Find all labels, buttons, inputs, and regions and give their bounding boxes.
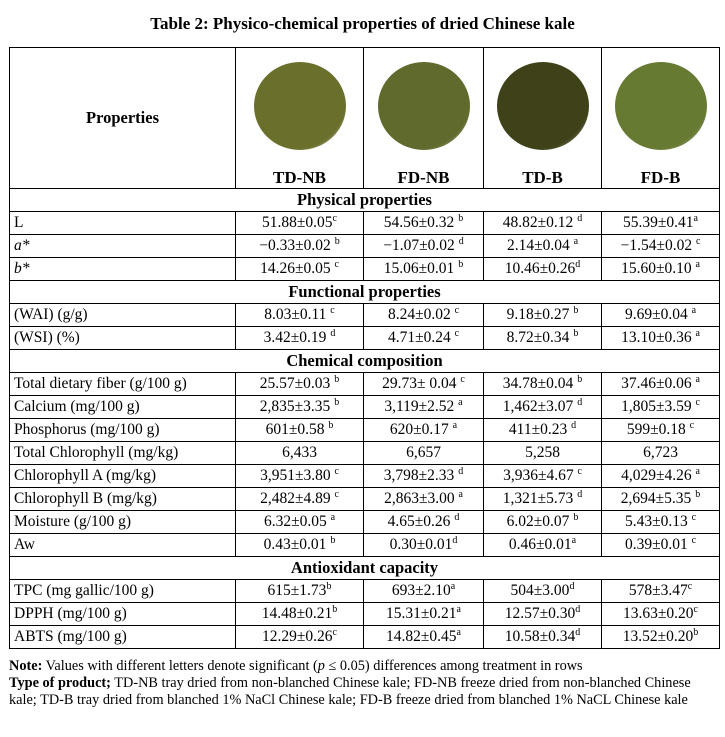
section-heading: Functional properties bbox=[10, 281, 720, 304]
sample-code: TD-NB bbox=[273, 168, 326, 187]
value-cell bbox=[484, 419, 602, 442]
cell-value: 48.82±0.12 bbox=[502, 214, 578, 231]
significance-letter: b bbox=[334, 396, 340, 408]
row-label-text: Moisture (g/100 g) bbox=[14, 513, 132, 530]
table-notes bbox=[9, 658, 719, 709]
row-label-text: (WAI) (g/g) bbox=[14, 306, 88, 323]
type-text: TD-NB tray dried from non-blanched Chinese kale; FD-NB freeze dried from non-blanched Chinese kale; TD-B tray dried from blanched 1% NaCl Chinese kale; FD-B freeze dried from blanched 1% NaCL Chinese kale bbox=[9, 675, 691, 708]
table-row bbox=[10, 258, 720, 281]
value-cell bbox=[236, 327, 364, 350]
table-row bbox=[10, 534, 720, 557]
cell-value: 4,029±4.26 bbox=[621, 467, 696, 484]
significance-letter: a bbox=[458, 488, 463, 500]
table-row bbox=[10, 488, 720, 511]
header-row bbox=[10, 48, 720, 189]
row-label-text: ABTS (mg/100 g) bbox=[14, 628, 127, 645]
cell-value: 8.03±0.11 bbox=[264, 306, 331, 323]
significance-letter: b bbox=[330, 534, 336, 546]
value-cell bbox=[602, 304, 720, 327]
value-cell bbox=[236, 603, 364, 626]
cell-value: 411±0.23 bbox=[508, 421, 572, 438]
cell-value: 14.26±0.05 bbox=[260, 260, 335, 277]
significance-letter: b bbox=[573, 327, 579, 339]
table-row bbox=[10, 511, 720, 534]
significance-letter: c bbox=[695, 396, 700, 408]
cell-value: 34.78±0.04 bbox=[502, 375, 578, 392]
table-row bbox=[10, 419, 720, 442]
significance-letter: a bbox=[456, 626, 461, 638]
cell-value: 6.02±0.07 bbox=[506, 513, 574, 530]
cell-value: 3,951±3.80 bbox=[260, 467, 335, 484]
section-row bbox=[10, 350, 720, 373]
cell-value: 15.31±0.21 bbox=[386, 605, 457, 622]
significance-letter: b bbox=[695, 488, 701, 500]
row-label bbox=[10, 327, 236, 350]
cell-value: 601±0.58 bbox=[265, 421, 329, 438]
value-cell bbox=[602, 626, 720, 649]
significance-letter: a bbox=[695, 373, 700, 385]
row-label-text: (WSI) (%) bbox=[14, 329, 80, 346]
cell-value: 693±2.10 bbox=[391, 582, 451, 599]
table-row bbox=[10, 442, 720, 465]
table-row bbox=[10, 396, 720, 419]
table-row bbox=[10, 580, 720, 603]
value-cell bbox=[484, 442, 602, 465]
cell-value: 3.42±0.19 bbox=[263, 329, 331, 346]
significance-letter: d bbox=[330, 327, 336, 339]
value-cell bbox=[484, 327, 602, 350]
cell-value: −1.54±0.02 bbox=[620, 237, 696, 254]
row-label-text: DPPH (mg/100 g) bbox=[14, 605, 127, 622]
sample-header-td-b bbox=[484, 48, 602, 189]
cell-value: 4.71±0.24 bbox=[387, 329, 455, 346]
value-cell bbox=[602, 327, 720, 350]
value-cell bbox=[236, 304, 364, 327]
significance-letter: d bbox=[458, 465, 464, 477]
product-type-note bbox=[9, 675, 719, 709]
significance-letter: c bbox=[334, 488, 339, 500]
row-label-text: Calcium (mg/100 g) bbox=[14, 398, 140, 415]
cell-value: 51.88±0.05 bbox=[262, 214, 333, 231]
significance-letter: b bbox=[693, 626, 699, 638]
row-label bbox=[10, 235, 236, 258]
value-cell bbox=[236, 511, 364, 534]
row-label-text: b* bbox=[14, 260, 30, 277]
cell-value: 1,321±5.73 bbox=[502, 490, 578, 507]
row-label bbox=[10, 603, 236, 626]
significance-letter: c bbox=[454, 304, 460, 316]
sample-header-fd-nb bbox=[364, 48, 484, 189]
value-cell bbox=[484, 511, 602, 534]
value-cell bbox=[364, 534, 484, 557]
significance-letter: d bbox=[575, 626, 581, 638]
row-label bbox=[10, 258, 236, 281]
significance-letter: a bbox=[330, 511, 336, 523]
significance-letter: c bbox=[330, 304, 335, 316]
cell-value: 599±0.18 bbox=[626, 421, 690, 438]
significance-letter: a bbox=[456, 603, 461, 615]
section-row bbox=[10, 557, 720, 580]
value-cell bbox=[364, 580, 484, 603]
value-cell bbox=[364, 419, 484, 442]
cell-value: 37.46±0.06 bbox=[621, 375, 696, 392]
value-cell bbox=[602, 534, 720, 557]
significance-letter: c bbox=[460, 373, 465, 385]
note-text-post: ≤ 0.05) differences among treatment in rows bbox=[324, 658, 583, 674]
significance-letter: b bbox=[573, 511, 579, 523]
significance-letter: d bbox=[577, 488, 583, 500]
type-label: Type of product; bbox=[9, 675, 111, 691]
significance-letter: c bbox=[689, 419, 695, 431]
sample-swatch-wrap bbox=[364, 48, 483, 188]
cell-value: 5,258 bbox=[525, 444, 560, 461]
row-label bbox=[10, 626, 236, 649]
section-row bbox=[10, 189, 720, 212]
value-cell bbox=[364, 258, 484, 281]
value-cell bbox=[364, 488, 484, 511]
cell-value: 6,723 bbox=[643, 444, 678, 461]
cell-value: 0.43±0.01 bbox=[263, 536, 331, 553]
cell-value: 9.69±0.04 bbox=[624, 306, 692, 323]
significance-letter: a bbox=[452, 419, 458, 431]
significance-letter: a bbox=[450, 580, 456, 592]
cell-value: 13.10±0.36 bbox=[621, 329, 696, 346]
significance-note bbox=[9, 658, 719, 675]
table-row bbox=[10, 465, 720, 488]
cell-value: 2,863±3.00 bbox=[384, 490, 459, 507]
value-cell bbox=[484, 258, 602, 281]
value-cell bbox=[602, 488, 720, 511]
significance-letter: b bbox=[326, 580, 332, 592]
cell-value: 5.43±0.13 bbox=[624, 513, 692, 530]
significance-letter: c bbox=[695, 235, 701, 247]
significance-letter: b bbox=[458, 212, 464, 224]
row-label bbox=[10, 419, 236, 442]
value-cell bbox=[602, 212, 720, 235]
value-cell bbox=[364, 235, 484, 258]
cell-value: 10.58±0.34 bbox=[504, 628, 576, 645]
row-label-text: Chlorophyll A (mg/kg) bbox=[14, 467, 157, 484]
cell-value: 504±3.00 bbox=[510, 582, 570, 599]
value-cell bbox=[602, 465, 720, 488]
value-cell bbox=[236, 442, 364, 465]
value-cell bbox=[364, 304, 484, 327]
significance-letter: c bbox=[577, 465, 582, 477]
value-cell bbox=[236, 373, 364, 396]
value-cell bbox=[236, 534, 364, 557]
cell-value: 13.63±0.20 bbox=[623, 605, 694, 622]
note-label: Note: bbox=[9, 658, 43, 674]
cell-value: 615±1.73 bbox=[267, 582, 327, 599]
row-label bbox=[10, 580, 236, 603]
sample-header-fd-b bbox=[602, 48, 720, 189]
value-cell bbox=[236, 465, 364, 488]
cell-value: 12.57±0.30 bbox=[504, 605, 576, 622]
cell-value: 13.52±0.20 bbox=[622, 628, 694, 645]
significance-letter: b bbox=[573, 304, 579, 316]
value-cell bbox=[602, 603, 720, 626]
properties-table bbox=[9, 47, 720, 649]
cell-value: 54.56±0.32 bbox=[383, 214, 459, 231]
value-cell bbox=[236, 626, 364, 649]
value-cell bbox=[484, 603, 602, 626]
value-cell bbox=[364, 442, 484, 465]
significance-letter: d bbox=[569, 580, 575, 592]
significance-letter: a bbox=[571, 534, 577, 546]
value-cell bbox=[484, 212, 602, 235]
value-cell bbox=[236, 235, 364, 258]
value-cell bbox=[364, 626, 484, 649]
table-row bbox=[10, 373, 720, 396]
row-label bbox=[10, 212, 236, 235]
value-cell bbox=[484, 534, 602, 557]
value-cell bbox=[602, 442, 720, 465]
value-cell bbox=[236, 419, 364, 442]
cell-value: 2,835±3.35 bbox=[259, 398, 335, 415]
row-label-text: Aw bbox=[14, 536, 35, 553]
sample-image bbox=[378, 62, 470, 150]
table-row bbox=[10, 327, 720, 350]
row-label bbox=[10, 396, 236, 419]
cell-value: 15.06±0.01 bbox=[383, 260, 459, 277]
significance-letter: a bbox=[695, 258, 700, 270]
cell-value: 29.73± 0.04 bbox=[382, 375, 461, 392]
significance-letter: d bbox=[577, 212, 583, 224]
value-cell bbox=[364, 603, 484, 626]
significance-letter: b bbox=[334, 373, 340, 385]
section-row bbox=[10, 281, 720, 304]
value-cell bbox=[602, 396, 720, 419]
cell-value: 1,805±3.59 bbox=[621, 398, 696, 415]
row-label-text: L bbox=[14, 214, 24, 231]
significance-letter: d bbox=[575, 603, 581, 615]
significance-letter: b bbox=[334, 235, 340, 247]
significance-letter: c bbox=[332, 626, 337, 638]
value-cell bbox=[484, 304, 602, 327]
significance-letter: c bbox=[454, 327, 460, 339]
value-cell bbox=[236, 488, 364, 511]
sample-image bbox=[254, 62, 346, 150]
significance-letter: c bbox=[334, 258, 339, 270]
cell-value: 620±0.17 bbox=[389, 421, 453, 438]
cell-value: 25.57±0.03 bbox=[259, 375, 335, 392]
value-cell bbox=[484, 580, 602, 603]
value-cell bbox=[236, 212, 364, 235]
cell-value: 1,462±3.07 bbox=[502, 398, 578, 415]
row-label-text: Total dietary fiber (g/100 g) bbox=[14, 375, 187, 392]
value-cell bbox=[602, 373, 720, 396]
cell-value: 14.48±0.21 bbox=[261, 605, 333, 622]
row-label bbox=[10, 511, 236, 534]
row-label bbox=[10, 465, 236, 488]
cell-value: 0.46±0.01 bbox=[508, 536, 572, 553]
sample-code: FD-B bbox=[640, 168, 681, 187]
row-label bbox=[10, 442, 236, 465]
value-cell bbox=[484, 373, 602, 396]
value-cell bbox=[602, 419, 720, 442]
value-cell bbox=[364, 212, 484, 235]
value-cell bbox=[602, 580, 720, 603]
table-row bbox=[10, 304, 720, 327]
significance-letter: b bbox=[458, 258, 464, 270]
cell-value: −1.07±0.02 bbox=[383, 237, 459, 254]
value-cell bbox=[484, 235, 602, 258]
section-heading: Physical properties bbox=[10, 189, 720, 212]
significance-letter: d bbox=[458, 235, 464, 247]
sample-swatch-wrap bbox=[602, 48, 719, 188]
row-label bbox=[10, 373, 236, 396]
value-cell bbox=[236, 396, 364, 419]
value-cell bbox=[236, 580, 364, 603]
significance-letter: c bbox=[334, 465, 339, 477]
significance-letter: a bbox=[691, 304, 697, 316]
cell-value: 8.72±0.34 bbox=[506, 329, 574, 346]
value-cell bbox=[484, 396, 602, 419]
significance-letter: b bbox=[332, 603, 338, 615]
value-cell bbox=[484, 488, 602, 511]
value-cell bbox=[484, 465, 602, 488]
cell-value: 15.60±0.10 bbox=[621, 260, 696, 277]
cell-value: 2.14±0.04 bbox=[506, 237, 574, 254]
value-cell bbox=[484, 626, 602, 649]
sample-code: TD-B bbox=[522, 168, 563, 187]
significance-letter: c bbox=[693, 603, 698, 615]
row-label-text: a* bbox=[14, 237, 30, 254]
section-heading: Chemical composition bbox=[10, 350, 720, 373]
cell-value: 4.65±0.26 bbox=[387, 513, 455, 530]
row-label-text: TPC (mg gallic/100 g) bbox=[14, 582, 154, 599]
row-label bbox=[10, 488, 236, 511]
cell-value: 6.32±0.05 bbox=[263, 513, 331, 530]
cell-value: 0.39±0.01 bbox=[624, 536, 692, 553]
cell-value: 2,694±5.35 bbox=[620, 490, 696, 507]
value-cell bbox=[364, 396, 484, 419]
row-label-text: Total Chlorophyll (mg/kg) bbox=[14, 444, 179, 461]
cell-value: 0.30±0.01 bbox=[389, 536, 453, 553]
significance-letter: c bbox=[687, 580, 693, 592]
value-cell bbox=[364, 327, 484, 350]
table-row bbox=[10, 235, 720, 258]
significance-letter: d bbox=[571, 419, 577, 431]
significance-letter: b bbox=[328, 419, 334, 431]
significance-letter: d bbox=[577, 396, 583, 408]
significance-letter: d bbox=[454, 511, 460, 523]
cell-value: 3,798±2.33 bbox=[383, 467, 459, 484]
significance-letter: a bbox=[458, 396, 463, 408]
significance-letter: a bbox=[695, 465, 700, 477]
table-row bbox=[10, 212, 720, 235]
section-heading: Antioxidant capacity bbox=[10, 557, 720, 580]
sample-swatch-wrap bbox=[484, 48, 601, 188]
significance-letter: a bbox=[695, 327, 700, 339]
table-row bbox=[10, 603, 720, 626]
cell-value: 55.39±0.41 bbox=[623, 214, 694, 231]
table-body bbox=[10, 48, 720, 649]
sample-image bbox=[497, 62, 589, 150]
significance-letter: d bbox=[452, 534, 458, 546]
cell-value: 10.46±0.26 bbox=[504, 260, 576, 277]
cell-value: 12.29±0.26 bbox=[262, 628, 333, 645]
sample-code: FD-NB bbox=[397, 168, 450, 187]
significance-letter: c bbox=[332, 212, 337, 224]
value-cell bbox=[364, 373, 484, 396]
row-label-text: Phosphorus (mg/100 g) bbox=[14, 421, 160, 438]
significance-letter: c bbox=[691, 511, 697, 523]
sample-image bbox=[615, 62, 707, 150]
table-row bbox=[10, 626, 720, 649]
cell-value: 6,657 bbox=[406, 444, 441, 461]
row-label bbox=[10, 534, 236, 557]
cell-value: 3,119±2.52 bbox=[384, 398, 459, 415]
sample-swatch-wrap bbox=[236, 48, 363, 188]
cell-value: 578±3.47 bbox=[628, 582, 688, 599]
note-text-pre: Values with different letters denote significant ( bbox=[42, 658, 318, 674]
row-label-text: Chlorophyll B (mg/kg) bbox=[14, 490, 157, 507]
value-cell bbox=[602, 511, 720, 534]
row-label bbox=[10, 304, 236, 327]
cell-value: 6,433 bbox=[282, 444, 317, 461]
properties-header: Properties bbox=[10, 48, 236, 189]
value-cell bbox=[364, 511, 484, 534]
significance-letter: c bbox=[691, 534, 697, 546]
cell-value: −0.33±0.02 bbox=[259, 237, 335, 254]
cell-value: 9.18±0.27 bbox=[506, 306, 574, 323]
value-cell bbox=[364, 465, 484, 488]
value-cell bbox=[602, 235, 720, 258]
note-p-symbol: p bbox=[317, 658, 325, 674]
sample-header-td-nb bbox=[236, 48, 364, 189]
cell-value: 8.24±0.02 bbox=[387, 306, 455, 323]
table-title: Table 2: Physico-chemical properties of dried Chinese kale bbox=[150, 14, 575, 33]
significance-letter: b bbox=[577, 373, 583, 385]
cell-value: 2,482±4.89 bbox=[260, 490, 335, 507]
value-cell bbox=[602, 258, 720, 281]
significance-letter: a bbox=[573, 235, 579, 247]
cell-value: 14.82±0.45 bbox=[386, 628, 457, 645]
cell-value: 3,936±4.67 bbox=[503, 467, 578, 484]
significance-letter: d bbox=[575, 258, 581, 270]
value-cell bbox=[236, 258, 364, 281]
significance-letter: a bbox=[693, 212, 698, 224]
